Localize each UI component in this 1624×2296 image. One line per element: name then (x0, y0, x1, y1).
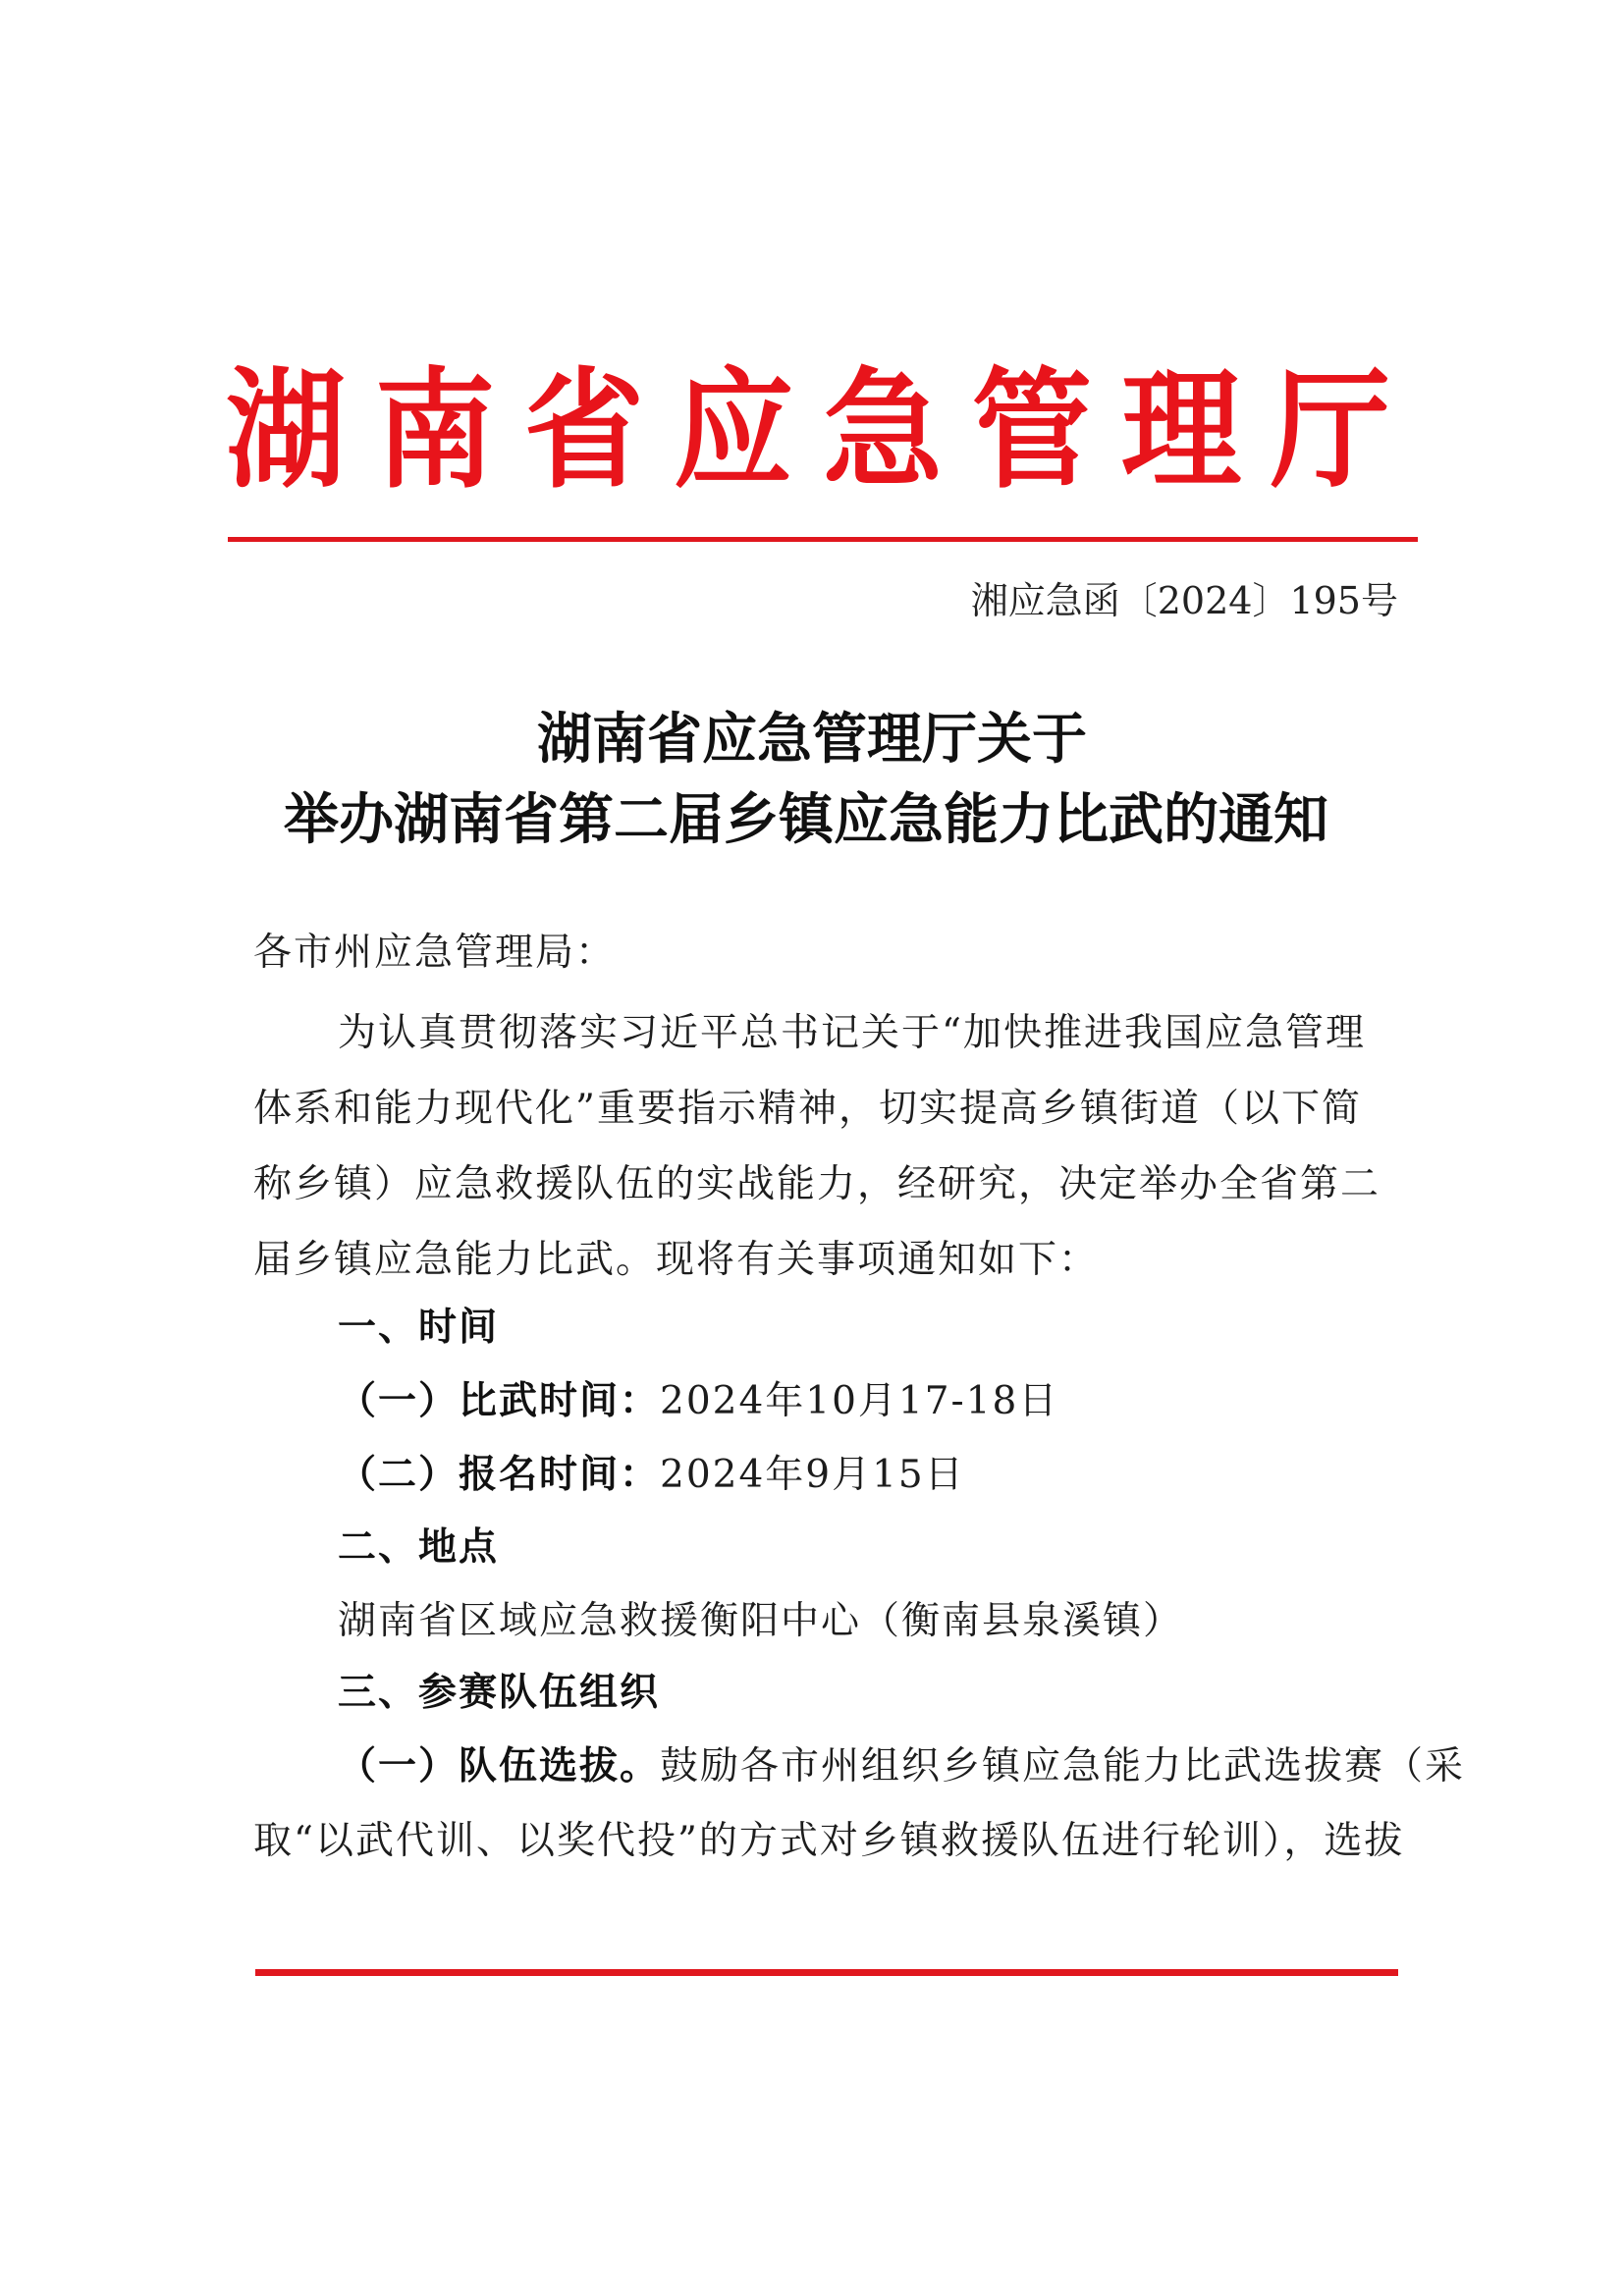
item-label: （一）队伍选拔。 (338, 1744, 661, 1789)
masthead-rule (228, 537, 1418, 542)
item-value: 2024年10月17-18日 (660, 1379, 1059, 1423)
intro-line-2: 体系和能力现代化”重要指示精神，切实提高乡镇街道（以下简 (253, 1087, 1362, 1131)
section-1-item-2 (338, 1451, 965, 1500)
intro-line-1: 为认真贯彻落实习近平总书记关于“加快推进我国应急管理 (338, 1011, 1366, 1055)
document-title-line-1: 湖南省应急管理厅关于 (537, 707, 1087, 772)
section-2-heading: 二、地点 (338, 1525, 500, 1570)
section-1-item-1 (338, 1377, 1058, 1426)
section-3-heading: 三、参赛队伍组织 (338, 1671, 661, 1715)
salutation: 各市州应急管理局： (253, 931, 617, 975)
footer-rule (255, 1969, 1398, 1976)
section-2-body: 湖南省区域应急救援衡阳中心（衡南县泉溪镇） (338, 1599, 1184, 1643)
item-value: 2024年9月15日 (660, 1453, 965, 1497)
document-number: 湘应急函〔2024〕195号 (970, 579, 1398, 622)
item-label: （一）比武时间： (338, 1379, 661, 1423)
masthead-title: 湖南省应急管理厅 (226, 352, 1420, 507)
section-3-item-1-line-1 (338, 1742, 1465, 1791)
item-text: 鼓励各市州组织乡镇应急能力比武选拔赛（采 (660, 1744, 1466, 1789)
intro-line-3: 称乡镇）应急救援队伍的实战能力，经研究，决定举办全省第二 (253, 1162, 1381, 1206)
item-label: （二）报名时间： (338, 1453, 661, 1497)
intro-line-4: 届乡镇应急能力比武。现将有关事项通知如下： (253, 1238, 1100, 1282)
section-3-item-1-line-2: 取“以武代训、以奖代投”的方式对乡镇救援队伍进行轮训），选拔 (253, 1819, 1405, 1863)
document-title-line-2: 举办湖南省第二届乡镇应急能力比武的通知 (284, 787, 1328, 852)
section-1-heading: 一、时间 (338, 1306, 500, 1350)
